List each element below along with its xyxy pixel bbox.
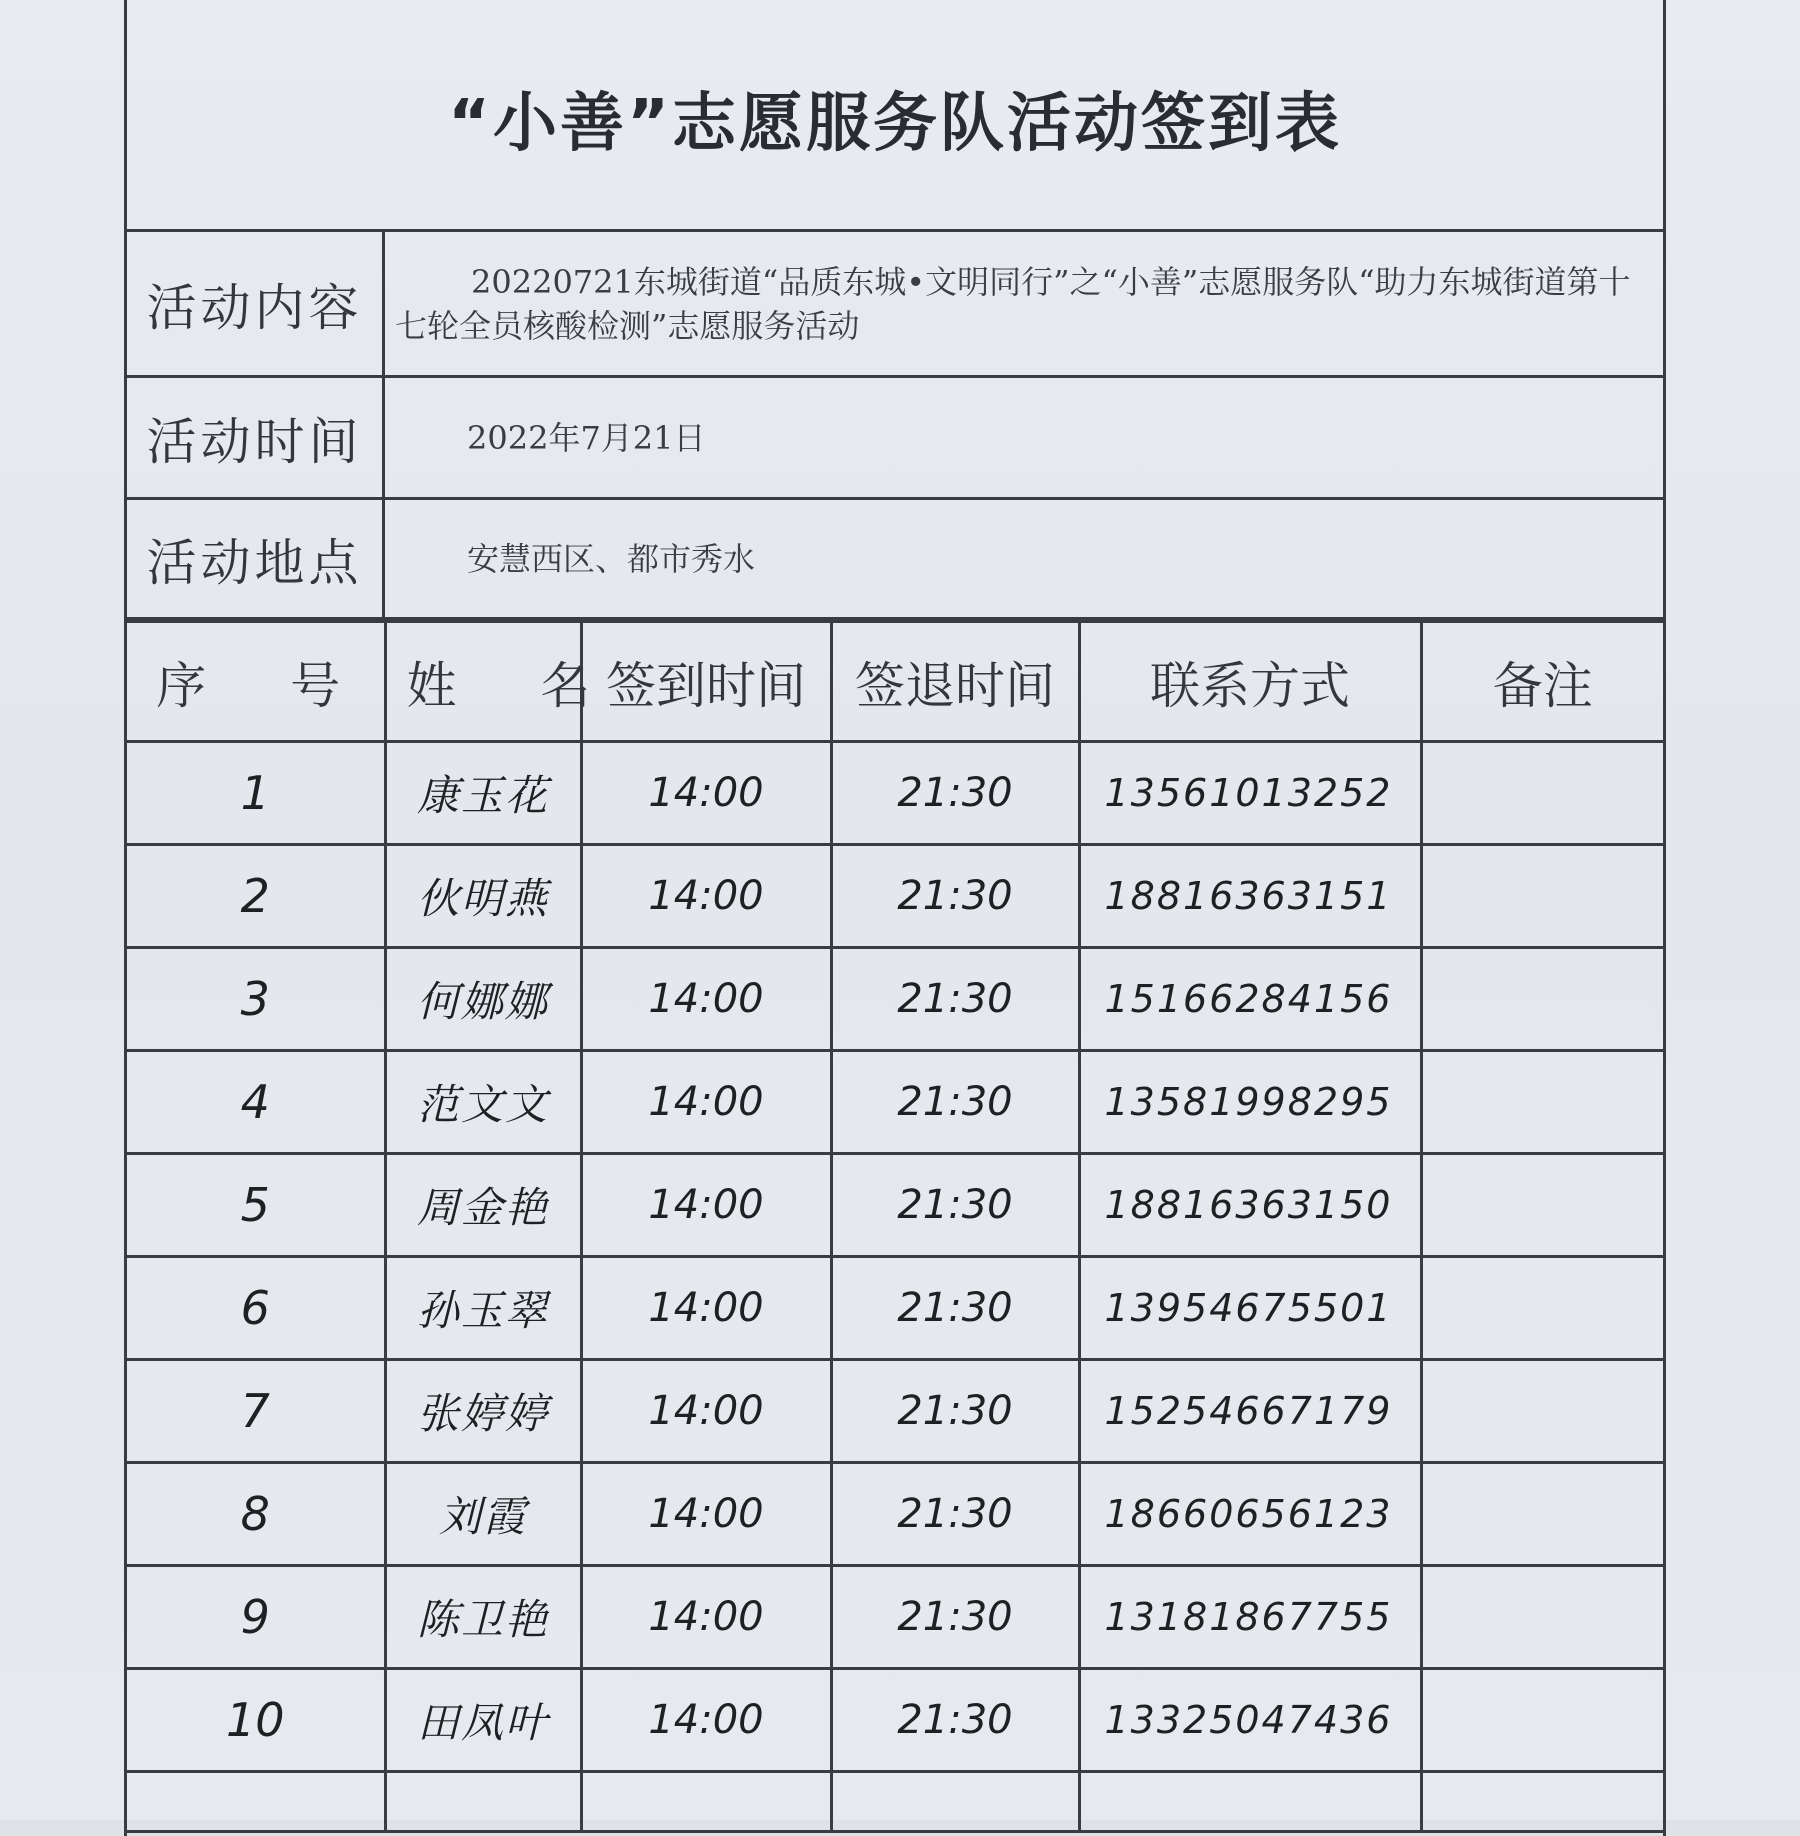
row-sign-out: 21:30 (831, 1669, 1079, 1772)
empty-cell (1421, 1772, 1663, 1832)
row-name: 孙玉翠 (385, 1257, 581, 1360)
row-sign-in: 14:00 (581, 1463, 831, 1566)
empty-cell (127, 1772, 385, 1832)
row-sign-out: 21:30 (831, 742, 1079, 845)
empty-cell (831, 1772, 1079, 1832)
table-header-row (127, 622, 1663, 742)
empty-cell (1079, 1772, 1421, 1832)
row-name: 刘霞 (385, 1463, 581, 1566)
row-name: 田凤叶 (385, 1669, 581, 1772)
table-row (127, 742, 1663, 845)
row-note (1421, 1257, 1663, 1360)
row-contact: 13581998295 (1079, 1051, 1421, 1154)
table-row (127, 1566, 1663, 1669)
column-header-sign-out: 签退时间 (831, 622, 1079, 742)
table-row (127, 1051, 1663, 1154)
row-sign-out: 21:30 (831, 1360, 1079, 1463)
row-sign-out: 21:30 (831, 1257, 1079, 1360)
activity-time-value: 2022年7月21日 (467, 418, 706, 457)
row-number: 8 (127, 1463, 385, 1566)
column-header-contact: 联系方式 (1079, 622, 1421, 742)
row-contact: 15166284156 (1079, 948, 1421, 1051)
row-contact: 15254667179 (1079, 1360, 1421, 1463)
row-number: 7 (127, 1360, 385, 1463)
row-sign-out: 21:30 (831, 1463, 1079, 1566)
empty-cell (385, 1772, 581, 1832)
row-name: 何娜娜 (385, 948, 581, 1051)
row-note (1421, 1669, 1663, 1772)
row-number: 10 (127, 1669, 385, 1772)
sign-in-sheet (124, 0, 1666, 1836)
row-sign-in: 14:00 (581, 1257, 831, 1360)
row-contact: 13954675501 (1079, 1257, 1421, 1360)
column-header-sign-in: 签到时间 (581, 622, 831, 742)
table-row (127, 1463, 1663, 1566)
row-contact: 18816363150 (1079, 1154, 1421, 1257)
table-row (127, 1360, 1663, 1463)
page-title: “小善”志愿服务队活动签到表 (447, 86, 1343, 161)
row-sign-in: 14:00 (581, 1669, 831, 1772)
row-sign-out: 21:30 (831, 948, 1079, 1051)
column-header-note: 备注 (1421, 622, 1663, 742)
row-sign-in: 14:00 (581, 1051, 831, 1154)
row-sign-out: 21:30 (831, 1566, 1079, 1669)
table-row (127, 1669, 1663, 1772)
row-number: 2 (127, 845, 385, 948)
table-row (127, 1154, 1663, 1257)
row-number: 6 (127, 1257, 385, 1360)
row-name: 周金艳 (385, 1154, 581, 1257)
row-sign-out: 21:30 (831, 845, 1079, 948)
row-sign-in: 14:00 (581, 1154, 831, 1257)
activity-content-row (127, 232, 1663, 378)
table-row (127, 1257, 1663, 1360)
row-note (1421, 1154, 1663, 1257)
table-row (127, 948, 1663, 1051)
row-note (1421, 845, 1663, 948)
row-sign-in: 14:00 (581, 1566, 831, 1669)
row-name: 张婷婷 (385, 1360, 581, 1463)
column-header-name: 姓 名 (385, 622, 581, 742)
activity-place-label: 活动地点 (127, 500, 385, 617)
activity-place-value: 安慧西区、都市秀水 (467, 539, 756, 578)
empty-cell (581, 1772, 831, 1832)
row-number: 4 (127, 1051, 385, 1154)
activity-content-label: 活动内容 (127, 232, 385, 375)
row-note (1421, 1360, 1663, 1463)
row-note (1421, 1566, 1663, 1669)
row-contact: 18816363151 (1079, 845, 1421, 948)
activity-time-row (127, 378, 1663, 500)
row-sign-out: 21:30 (831, 1154, 1079, 1257)
row-note (1421, 1463, 1663, 1566)
row-number: 3 (127, 948, 385, 1051)
row-contact: 13181867755 (1079, 1566, 1421, 1669)
row-contact: 18660656123 (1079, 1463, 1421, 1566)
title-row (127, 0, 1663, 232)
row-sign-in: 14:00 (581, 948, 831, 1051)
row-number: 9 (127, 1566, 385, 1669)
row-note (1421, 948, 1663, 1051)
row-name: 陈卫艳 (385, 1566, 581, 1669)
row-sign-in: 14:00 (581, 845, 831, 948)
attendance-table (127, 620, 1663, 1833)
row-name: 伙明燕 (385, 845, 581, 948)
row-number: 1 (127, 742, 385, 845)
row-number: 5 (127, 1154, 385, 1257)
row-name: 康玉花 (385, 742, 581, 845)
row-contact: 13561013252 (1079, 742, 1421, 845)
table-row (127, 845, 1663, 948)
row-note (1421, 742, 1663, 845)
row-sign-in: 14:00 (581, 1360, 831, 1463)
column-header-no: 序 号 (127, 622, 385, 742)
table-row-empty (127, 1772, 1663, 1832)
row-name: 范文文 (385, 1051, 581, 1154)
activity-place-row (127, 500, 1663, 620)
row-contact: 13325047436 (1079, 1669, 1421, 1772)
row-sign-out: 21:30 (831, 1051, 1079, 1154)
row-sign-in: 14:00 (581, 742, 831, 845)
activity-content-value: 20220721东城街道“品质东城•文明同行”之“小善”志愿服务队“助力东城街道第十七轮全员核酸检测”志愿服务活动 (395, 262, 1631, 345)
activity-time-label: 活动时间 (127, 378, 385, 497)
row-note (1421, 1051, 1663, 1154)
